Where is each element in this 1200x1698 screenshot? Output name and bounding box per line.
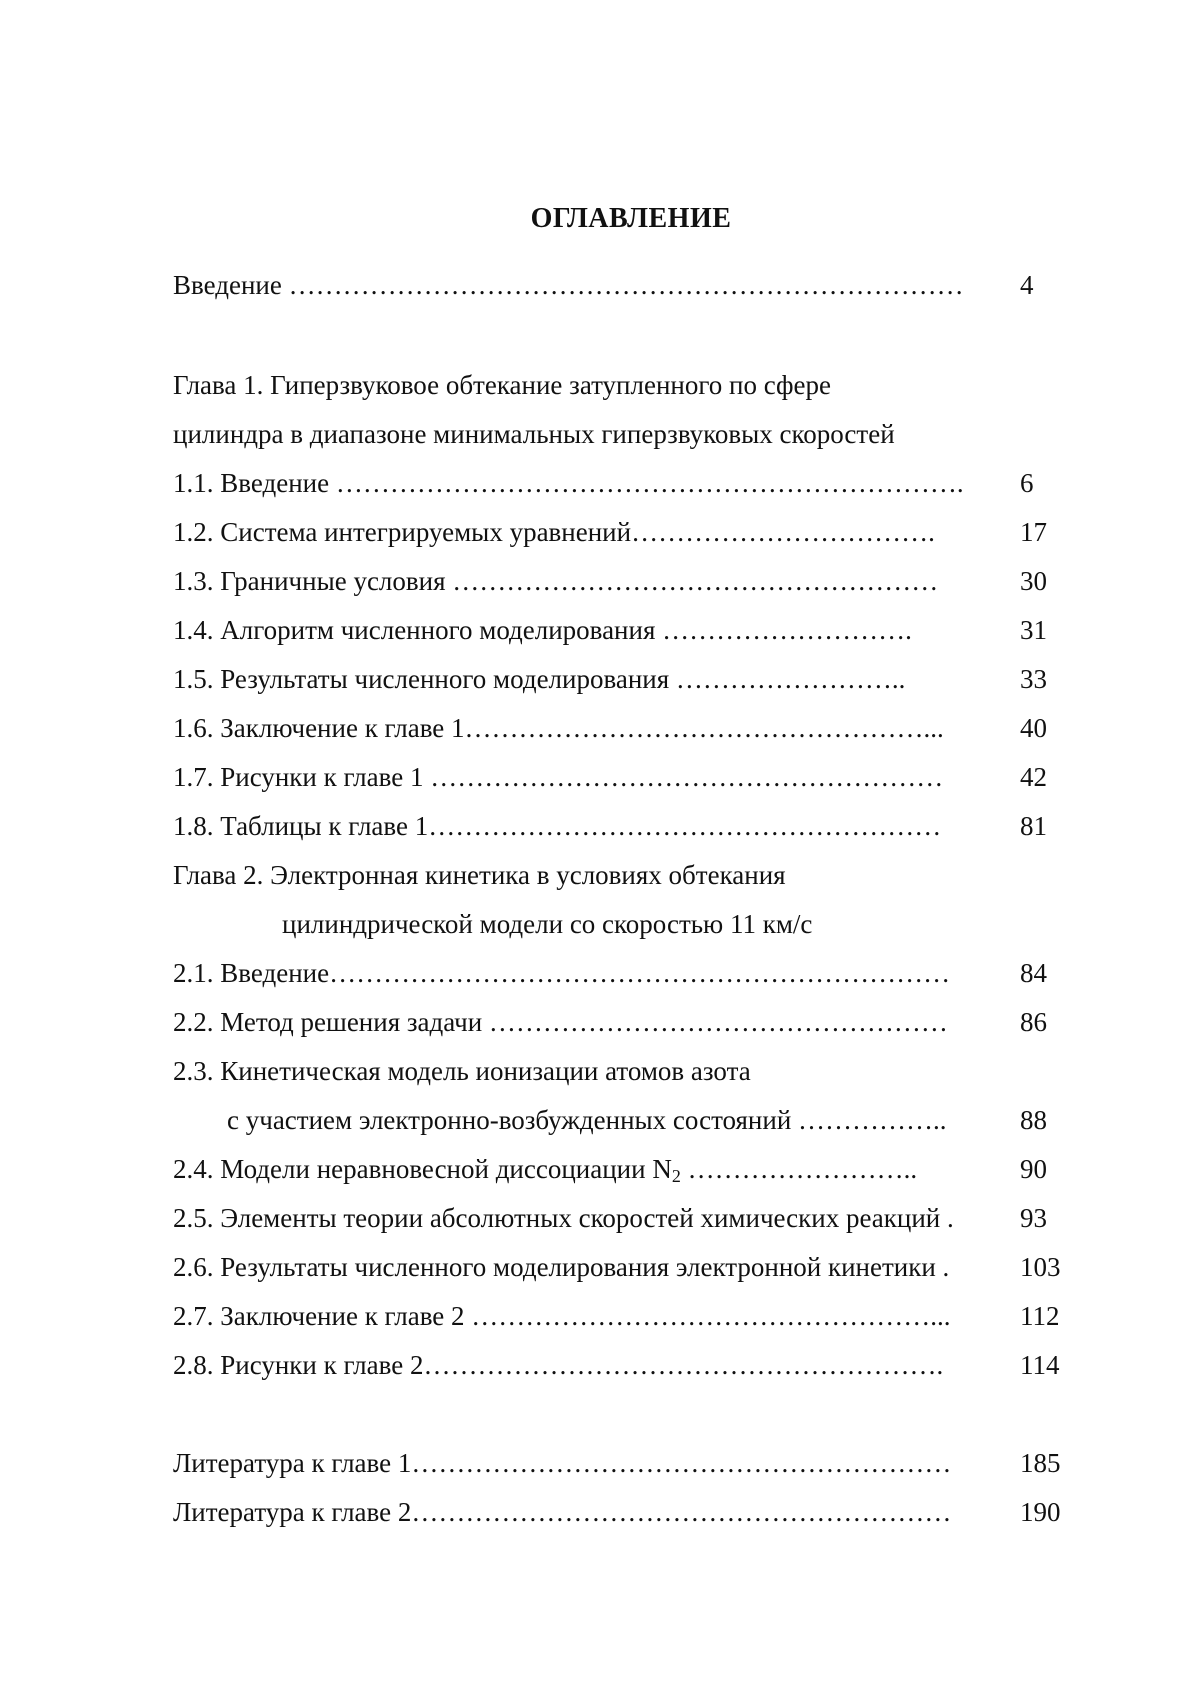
toc-entry-text <box>173 1152 917 1186</box>
toc-entry-text: Литература к главе 2…………………………………………………… <box>173 1497 952 1527</box>
toc-entry-text: 2.8. Рисунки к главе 2…………………………………………………. <box>173 1350 944 1380</box>
toc-entry-text: 1.3. Граничные условия ……………………………………………… <box>173 566 939 596</box>
toc-entry-text: Введение ………………………………………………………………… <box>173 270 964 300</box>
toc-entry-page: 88 <box>1020 1105 1047 1135</box>
toc-entry-text: 2.2. Метод решения задачи …………………………………………… <box>173 1007 948 1037</box>
subscript: 2 <box>671 1166 681 1186</box>
toc-chapter-title: Глава 1. Гиперзвуковое обтекание затупленного по сфере <box>173 370 831 400</box>
toc-entry-page: 90 <box>1020 1154 1047 1184</box>
toc-entry-text: 1.4. Алгоритм численного моделирования ………………………. <box>173 615 912 645</box>
toc-entry-page: 114 <box>1020 1350 1060 1380</box>
toc-entry-text: 1.6. Заключение к главе 1……………………………………………... <box>173 713 944 743</box>
toc-entry-page: 112 <box>1020 1301 1060 1331</box>
toc-entry-page: 17 <box>1020 517 1047 547</box>
toc-entry-text: 1.2. Система интегрируемых уравнений……………………………. <box>173 517 935 547</box>
toc-chapter-title: Глава 2. Электронная кинетика в условиях обтекания <box>173 860 786 890</box>
toc-entry-page: 4 <box>1020 270 1034 300</box>
toc-entry-page: 93 <box>1020 1203 1047 1233</box>
toc-entry-page: 84 <box>1020 958 1047 988</box>
toc-entry-page: 86 <box>1020 1007 1047 1037</box>
toc-entry-page: 103 <box>1020 1252 1061 1282</box>
toc-entry-text-main: 2.4. Модели неравновесной диссоциации N <box>173 1154 672 1184</box>
toc-entry-text: 2.5. Элементы теории абсолютных скоростей химических реакций . <box>173 1203 954 1233</box>
toc-entry-text: 1.1. Введение ……………………………………………………………. <box>173 468 964 498</box>
toc-entry-page: 30 <box>1020 566 1047 596</box>
toc-entry-page: 42 <box>1020 762 1047 792</box>
toc-entry-text: 2.6. Результаты численного моделирования электронной кинетики . <box>173 1252 950 1282</box>
toc-entry-text: 1.8. Таблицы к главе 1………………………………………………… <box>173 811 942 841</box>
toc-entry-text: 1.7. Рисунки к главе 1 ………………………………………………… <box>173 762 944 792</box>
toc-entry-leader: …………………….. <box>680 1154 918 1184</box>
toc-chapter-title: цилиндрической модели со скоростью 11 км/с <box>282 909 813 939</box>
toc-entry-text: 1.5. Результаты численного моделирования …………………….. <box>173 664 906 694</box>
toc-chapter-title: цилиндра в диапазоне минимальных гиперзвуковых скоростей <box>173 419 895 449</box>
toc-entry-text: 2.3. Кинетическая модель ионизации атомов азота <box>173 1056 751 1086</box>
toc-entry-text: с участием электронно-возбужденных состояний …………….. <box>227 1105 947 1135</box>
toc-entry-page: 31 <box>1020 615 1047 645</box>
toc-entry-page: 190 <box>1020 1497 1061 1527</box>
toc-entry-text: 2.7. Заключение к главе 2 ……………………………………………... <box>173 1301 951 1331</box>
toc-entry-page: 185 <box>1020 1448 1061 1478</box>
page-title: ОГЛАВЛЕНИЕ <box>530 203 732 234</box>
toc-entry-page: 6 <box>1020 468 1034 498</box>
toc-entry-page: 33 <box>1020 664 1047 694</box>
toc-entry-text: Литература к главе 1…………………………………………………… <box>173 1448 952 1478</box>
toc-entry-text: 2.1. Введение…………………………………………………………… <box>173 958 951 988</box>
toc-entry-page: 81 <box>1020 811 1047 841</box>
toc-entry-page: 40 <box>1020 713 1047 743</box>
